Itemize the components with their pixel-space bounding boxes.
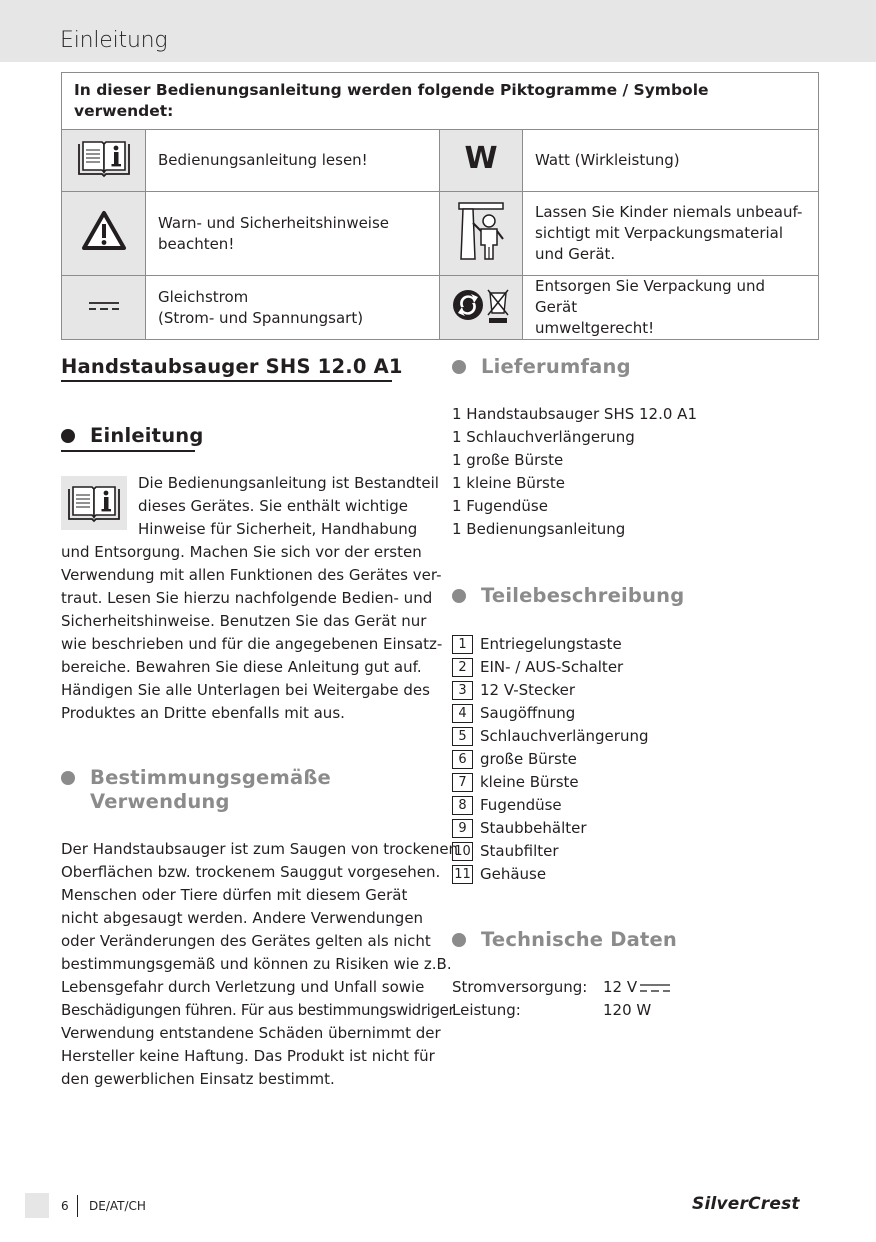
product-title: Handstaubsauger SHS 12.0 A1 <box>61 355 403 378</box>
delivery-item-3: 1 große Bürste <box>452 451 564 469</box>
tech-power-value: 120 W <box>603 1001 652 1019</box>
intro-title: Einleitung <box>90 424 204 447</box>
tech-power-supply-label: Stromversorgung: <box>452 978 588 996</box>
footer-marker <box>25 1193 49 1218</box>
watt-symbol-icon: W <box>464 140 498 176</box>
page-number: 6 <box>61 1199 69 1213</box>
symbols-table <box>61 72 819 340</box>
part-number: 10 <box>452 842 473 861</box>
intended-use-line-7: Lebensgefahr durch Verletzung und Unfall sowie <box>61 978 425 996</box>
intro-line-10: Händigen Sie alle Unterlagen bei Weitergabe des <box>61 681 430 699</box>
intended-use-line-5: oder Veränderungen des Gerätes gelten als nicht <box>61 932 431 950</box>
intended-use-line-4: nicht abgesaugt werden. Andere Verwendungen <box>61 909 424 927</box>
intended-use-title-2: Verwendung <box>90 790 230 813</box>
symbol-text-child-1: Lassen Sie Kinder niemals unbeauf- <box>535 203 803 221</box>
intended-use-line-3: Menschen oder Tiere dürfen mit diesem Gerät <box>61 886 408 904</box>
intended-use-title-1: Bestimmungsgemäße <box>90 766 331 789</box>
part-label: Staubfilter <box>480 842 559 860</box>
part-number: 1 <box>452 635 473 654</box>
intro-line-7: Sicherheitshinweise. Benutzen Sie das Gerät nur <box>61 612 427 630</box>
page-title: Einleitung <box>60 28 168 53</box>
symbols-heading: In dieser Bedienungsanleitung werden folgende Piktogramme / Symbole verwendet: <box>62 73 819 130</box>
intro-line-11: Produktes an Dritte ebenfalls mit aus. <box>61 704 345 722</box>
parts-item <box>452 818 587 838</box>
intro-manual-icon <box>61 476 127 530</box>
part-label: Entriegelungstaste <box>480 635 622 653</box>
part-number: 9 <box>452 819 473 838</box>
parts-item <box>452 795 562 815</box>
intended-use-line-2: Oberflächen bzw. trockenem Sauggut vorgesehen. <box>61 863 441 881</box>
parts-item <box>452 703 575 723</box>
symbol-text-disposal-1: Entsorgen Sie Verpackung und Gerät <box>535 277 765 316</box>
parts-item <box>452 772 579 792</box>
intro-line-8: wie beschrieben und für die angegebenen Einsatz- <box>61 635 443 653</box>
part-label: EIN- / AUS-Schalter <box>480 658 624 676</box>
part-label: kleine Bürste <box>480 773 579 791</box>
parts-title: Teilebeschreibung <box>481 584 685 607</box>
tech-title: Technische Daten <box>481 928 677 951</box>
warning-triangle-icon <box>81 210 127 252</box>
parts-item <box>452 634 622 654</box>
intended-use-bullet <box>61 771 75 785</box>
delivery-item-2: 1 Schlauchverlängerung <box>452 428 635 446</box>
delivery-title: Lieferumfang <box>481 355 631 378</box>
intro-line-5: Verwendung mit allen Funktionen des Gerätes ver- <box>61 566 442 584</box>
part-number: 2 <box>452 658 473 677</box>
footer-region: DE/AT/CH <box>89 1199 146 1213</box>
tech-bullet <box>452 933 466 947</box>
part-label: große Bürste <box>480 750 577 768</box>
part-number: 3 <box>452 681 473 700</box>
symbol-text-child-3: und Gerät. <box>535 245 616 263</box>
part-label: 12 V-Stecker <box>480 681 576 699</box>
symbol-text-warning-2: beachten! <box>158 234 235 253</box>
delivery-item-4: 1 kleine Bürste <box>452 474 565 492</box>
part-number: 6 <box>452 750 473 769</box>
parts-item <box>452 749 577 769</box>
intro-line-6: traut. Lesen Sie hierzu nachfolgende Bedien- und <box>61 589 433 607</box>
parts-item <box>452 680 575 700</box>
parts-item <box>452 841 559 861</box>
part-number: 11 <box>452 865 473 884</box>
part-label: Staubbehälter <box>480 819 587 837</box>
tech-power-supply-value: 12 V <box>603 978 638 996</box>
intro-line-3: Hinweise für Sicherheit, Handhabung <box>138 520 418 538</box>
parts-bullet <box>452 589 466 603</box>
delivery-item-5: 1 Fugendüse <box>452 497 548 515</box>
intro-line-2: dieses Gerätes. Sie enthält wichtige <box>138 497 409 515</box>
manual-info-icon <box>66 483 122 523</box>
intended-use-line-9: Verwendung entstandene Schäden übernimmt der <box>61 1024 441 1042</box>
symbol-text-manual: Bedienungsanleitung lesen! <box>146 130 440 192</box>
part-label: Schlauchverlängerung <box>480 727 649 745</box>
parts-item <box>452 726 649 746</box>
tech-power-label: Leistung: <box>452 1001 521 1019</box>
part-label: Fugendüse <box>480 796 562 814</box>
intended-use-line-6: bestimmungsgemäß und können zu Risiken wie z.B. <box>61 955 452 973</box>
symbol-text-child-2: sichtigt mit Verpackungsmaterial <box>535 224 784 242</box>
footer-divider <box>77 1195 78 1217</box>
intro-title-underline <box>61 450 195 452</box>
part-label: Gehäuse <box>480 865 547 883</box>
intro-line-4: und Entsorgung. Machen Sie sich vor der ersten <box>61 543 422 561</box>
delivery-item-6: 1 Bedienungsanleitung <box>452 520 626 538</box>
intro-line-1: Die Bedienungsanleitung ist Bestandteil <box>138 474 439 492</box>
delivery-bullet <box>452 360 466 374</box>
intended-use-line-11: den gewerblichen Einsatz bestimmt. <box>61 1070 335 1088</box>
product-title-underline <box>61 380 392 382</box>
intended-use-line-1: Der Handstaubsauger ist zum Saugen von trockenen <box>61 840 459 858</box>
symbol-text-warning-1: Warn- und Sicherheitshinweise <box>158 213 390 232</box>
part-number: 5 <box>452 727 473 746</box>
manual-info-icon <box>76 138 132 178</box>
brand-logo: SilverCrest <box>692 1194 800 1214</box>
symbol-text-dc-1: Gleichstrom <box>158 287 249 306</box>
part-number: 8 <box>452 796 473 815</box>
direct-current-icon <box>640 983 670 993</box>
parts-item <box>452 657 623 677</box>
symbol-text-disposal-2: umweltgerecht! <box>535 319 655 337</box>
direct-current-icon <box>88 300 120 312</box>
symbol-text-watt: Watt (Wirkleistung) <box>523 130 819 192</box>
recycling-disposal-icon <box>450 285 512 325</box>
intro-line-9: bereiche. Bewahren Sie diese Anleitung gut auf. <box>61 658 422 676</box>
part-number: 7 <box>452 773 473 792</box>
child-packaging-icon <box>455 199 507 263</box>
part-label: Saugöffnung <box>480 704 576 722</box>
intended-use-line-10: Hersteller keine Haftung. Das Produkt ist nicht für <box>61 1047 435 1065</box>
symbol-text-dc-2: (Strom- und Spannungsart) <box>158 308 364 327</box>
delivery-item-1: 1 Handstaubsauger SHS 12.0 A1 <box>452 405 697 423</box>
intended-use-line-8: Beschädigungen führen. Für aus bestimmungswidriger <box>61 1001 455 1019</box>
intro-bullet <box>61 429 75 443</box>
parts-item <box>452 864 546 884</box>
part-number: 4 <box>452 704 473 723</box>
